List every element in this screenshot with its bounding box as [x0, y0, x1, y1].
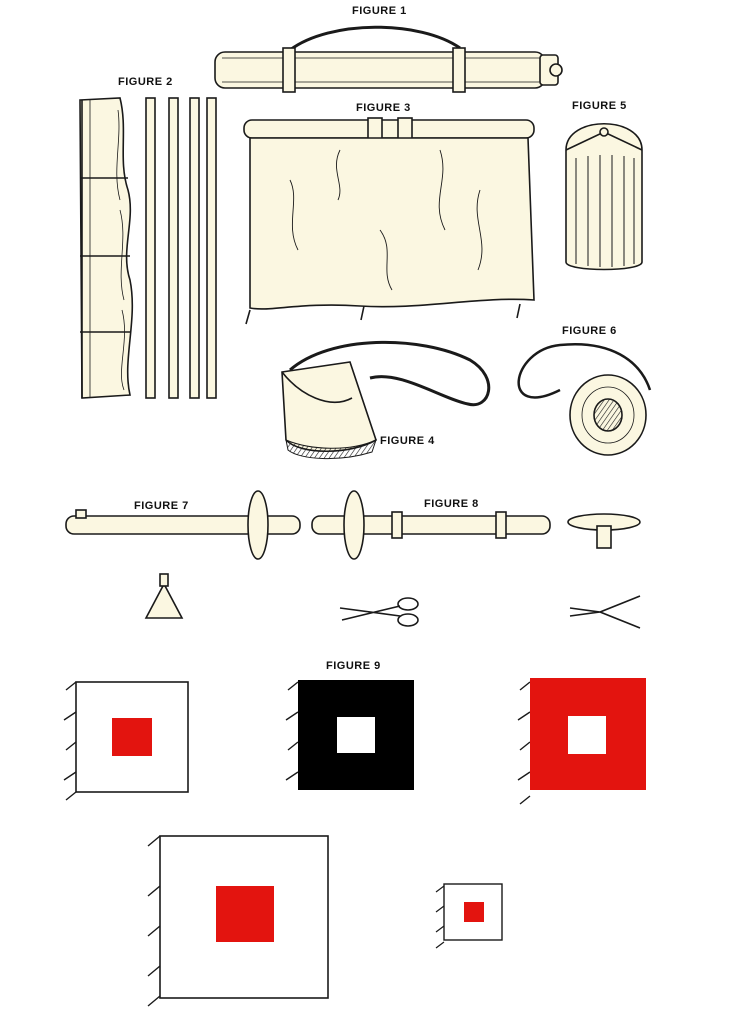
figure-2-rolled-flag-and-staffs	[80, 98, 216, 398]
figure-5-canister	[566, 124, 642, 270]
figure-3-label: FIGURE 3	[356, 102, 411, 114]
flag-black-white-center	[286, 680, 414, 790]
figure-7-label: FIGURE 7	[134, 500, 189, 512]
flag-white-red-center	[64, 682, 188, 800]
figure-6-cord-reel	[519, 344, 650, 455]
figure-8-label: FIGURE 8	[424, 498, 479, 510]
figure-2-label: FIGURE 2	[118, 76, 173, 88]
figure-1-carrying-case	[215, 27, 562, 92]
figure-1-label: FIGURE 1	[352, 5, 407, 17]
figure-6-label: FIGURE 6	[562, 325, 617, 337]
figure-4-label: FIGURE 4	[380, 435, 435, 447]
flag-small-white-red-center	[436, 884, 502, 948]
figure-3-flag-on-staff	[244, 118, 534, 324]
flag-large-white-red-center	[148, 836, 328, 1006]
figure-9-label: FIGURE 9	[326, 660, 381, 672]
flag-red-white-center	[518, 678, 646, 804]
tools-scissors-pliers	[340, 596, 640, 628]
figure-5-label: FIGURE 5	[572, 100, 627, 112]
